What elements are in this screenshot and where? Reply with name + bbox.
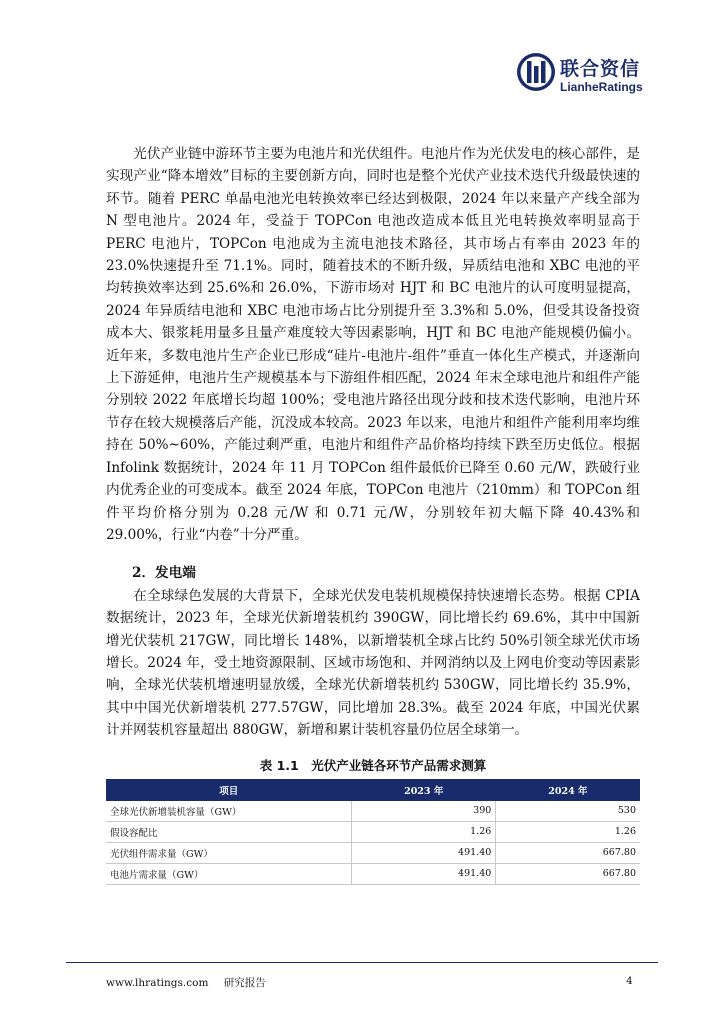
- header-2024: 2024 年: [496, 779, 640, 801]
- row-label: 假设容配比: [106, 821, 352, 842]
- value-2024: 530: [496, 801, 640, 822]
- row-label: 光伏组件需求量（GW）: [106, 842, 352, 863]
- footer-url-link[interactable]: www.lhratings.com: [106, 977, 209, 989]
- footer-doc-type: 研究报告: [223, 977, 266, 989]
- row-label: 全球光伏新增装机容量（GW）: [106, 801, 352, 822]
- value-2023: 491.40: [352, 863, 496, 884]
- demand-table: [106, 779, 640, 885]
- value-2024: 1.26: [496, 821, 640, 842]
- value-2024: 667.80: [496, 863, 640, 884]
- lianhe-logo-icon: [516, 52, 556, 92]
- table-caption: 表 1.1 光伏产业链各环节产品需求测算: [259, 757, 487, 773]
- table-row: [106, 821, 640, 842]
- footer-info: [106, 975, 278, 990]
- section-heading-power-generation: 2．发电端: [132, 565, 196, 582]
- header-item: 项目: [106, 779, 352, 801]
- logo-english-name: LianheRatings: [560, 80, 643, 94]
- value-2023: 390: [352, 801, 496, 822]
- main-content: [106, 143, 640, 885]
- row-label: 电池片需求量（GW）: [106, 863, 352, 884]
- logo-chinese-name: 联合资信: [560, 58, 641, 80]
- paragraph-power-generation: 在全球绿色发展的大背景下，全球光伏发电装机规模保持快速增长态势。根据 CPIA 数据统计，2023 年，全球光伏新增装机约 390GW，同比增长约 69.6%，其中中国新增光伏装机 217GW，同比增长 148%，以新增装机全球占比约 50%引领全球光伏市场增长。2024 年，受土地资源限制、区域市场饱和、并网消纳以及上网电价变动等因素影响，全球光伏装机增速明显放缓，全球光伏新增装机约 530GW，同比增长约 35.9%，其中中国光伏新增装机 277.57GW，同比增加 28.3%。截至 2024 年底，中国光伏累计并网装机容量超出 880GW，新增和累计装机容量仍位居全球第一。: [106, 587, 640, 739]
- value-2023: 491.40: [352, 842, 496, 863]
- table-row: [106, 863, 640, 884]
- header-2023: 2023 年: [352, 779, 496, 801]
- value-2023: 1.26: [352, 821, 496, 842]
- footer-divider: [66, 962, 658, 963]
- page-number: 4: [626, 975, 633, 987]
- value-2024: 667.80: [496, 842, 640, 863]
- company-logo: [516, 50, 666, 96]
- table-row: [106, 842, 640, 863]
- table-header-row: [106, 779, 640, 801]
- paragraph-midstream: 光伏产业链中游环节主要为电池片和光伏组件。电池片作为光伏发电的核心部件，是实现产业“降本增效”目标的主要创新方向，同时也是整个光伏产业技术迭代升级最快速的环节。随着 PERC 单晶电池光电转换效率已经达到极限，2024 年以来量产产线全部为 N 型电池片。2024 年，受益于 TOPCon 电池改造成本低且光电转换效率明显高于 PERC 电池片，TOPCon 电池成为主流电池技术路径，其市场占有率由 2023 年的 23.0%快速提升至 71.1%。同时，随着技术的不断升级，异质结电池和 XBC 电池的平均转换效率达到 25.6%和 26.0%，下游市场对 HJT 和 BC 电池片的认可度明显提高，2024 年异质结电池和 XBC 电池市场占比分别提升至 3.3%和 5.0%，但受其设备投资成本大、银浆耗用量多且量产难度较大等因素影响，HJT 和 BC 电池产能规模仍偏小。近年来，多数电池片生产企业已形成“硅片-电池片-组件”垂直一体化生产模式，并逐渐向上下游延伸，电池片生产规模基本与下游组件相匹配，2024 年末全球电池片和组件产能分别较 2022 年底增长均超 100%；受电池片路径出现分歧和技术迭代影响，电池片环节存在较大规模落后产能，沉没成本较高。2023 年以来，电池片和组件产能利用率均维持在 50%~60%，产能过剩严重，电池片和组件产品价格均持续下跌至历史低位。根据 Infolink 数据统计，2024 年 11 月 TOPCon 组件最低价已降至 0.60 元/W，跌破行业内优秀企业的可变成本。截至 2024 年底，TOPCon 电池片（210mm）和 TOPCon 组件平均价格分别为 0.28 元/W 和 0.71 元/W，分别较年初大幅下降 40.43%和 29.00%，行业“内卷”十分严重。: [106, 146, 640, 543]
- table-row: [106, 801, 640, 822]
